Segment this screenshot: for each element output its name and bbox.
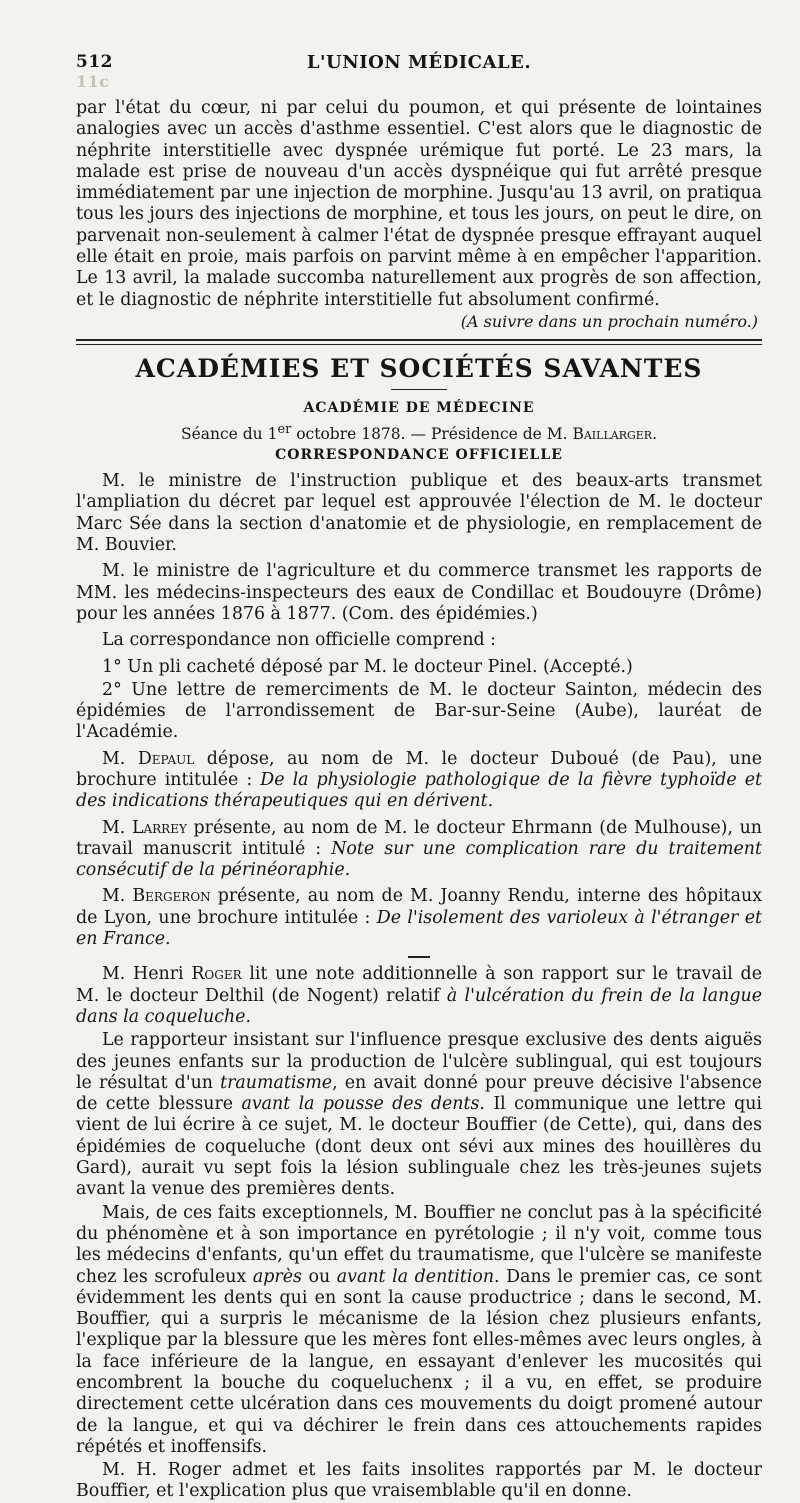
paragraph-rapporteur xyxy=(76,1030,762,1200)
section-title: ACADÉMIES ET SOCIÉTÉS SAVANTES xyxy=(135,353,703,383)
p11-c: ou xyxy=(301,1266,337,1287)
session-suffix: octobre 1878. — Présidence de M. xyxy=(291,425,573,444)
session-president: Baillarger xyxy=(572,425,653,444)
p6-name: Depaul xyxy=(137,748,195,769)
paragraph-thanks-letter: 2° Une lettre de remerciments de M. le docteur Sainton, médecin des épidémies de l'arrondissement de Bar-sur-Seine (Aube), lauréat de l'Académie. xyxy=(76,679,762,743)
p8-text: présente, au nom de M. Joanny Rendu, interne des hôpitaux de Lyon, une brochure intitulée : xyxy=(76,886,762,928)
journal-page xyxy=(76,48,762,1503)
title-underline xyxy=(391,389,447,390)
p10-a: Le rapporteur insistant sur l'influence presque exclusive des dents aiguës des jeunes enfants sur la production de l'ulcère sublingual, qui est toujours le résultat d'un xyxy=(76,1030,762,1093)
p6-text: dépose, au nom de M. le docteur Duboué (de Pau), une brochure intitulée : xyxy=(76,748,762,790)
paragraph-sealed-letter: 1° Un pli cacheté déposé par M. le docteur Pinel. (Accepté.) xyxy=(102,656,633,677)
p10-b: traumatisme xyxy=(220,1072,333,1093)
p7-text: présente, au nom de M. le docteur Ehrmann (de Mulhouse), un travail manuscrit intitulé : xyxy=(76,817,762,859)
p11-e: Dans le premier cas, ce sont évidemment les dents qui en sont la cause productrice ; dans le second, M. Bouffier, qui a surpris le mécanisme de la lésion chez plusieurs enfants, l'explique par la blessure que les mères font elles-mêmes avec leurs ongles, à la face inférieure de la langue, en essayant d'enlever les mucosités qui encombrent la bouche du coqueluchenx ; il a vu, en effet, se produire directement cette ulcération dans ces mouvements du doigt promené autour de la langue, et qui va déchirer le frein dans ces attouchements rapides répétés et inoffensifs. xyxy=(76,1266,763,1457)
p9-name: Roger xyxy=(191,964,242,985)
p9-title: à l'ulcération du frein de la langue dans la coqueluche. xyxy=(76,985,762,1027)
p8-pre: M. xyxy=(102,886,133,907)
p7-title: Note sur une complication rare du traitement consécutif de la périnéoraphie. xyxy=(76,838,762,881)
session-end: . xyxy=(652,425,658,444)
paragraph-bergeron xyxy=(76,886,762,950)
p7-name: Larrey xyxy=(131,817,187,838)
p11-a: Mais, de ces faits exceptionnels, M. Bouffier ne conclut pas à la spécificité du phénomène et à son importance en pyrétologie ; il n'y voit, comme tous les médecins d'enfants, qu'un effet du traumatisme, que l'ulcère se manifeste chez les scrofuleux xyxy=(76,1202,762,1287)
journal-title: L'UNION MÉDICALE. xyxy=(306,52,532,73)
paragraph-roger xyxy=(76,964,762,1028)
p10-d: avant la pousse des dents. xyxy=(241,1094,485,1115)
section-divider xyxy=(76,339,762,345)
paragraph-depaul xyxy=(76,749,762,813)
correspondence-header: CORRESPONDANCE OFFICIELLE xyxy=(275,447,563,464)
page-number: 512 xyxy=(76,52,113,72)
to-be-continued-note: (A suivre dans un prochain numéro.) xyxy=(460,311,758,331)
p9-text: lit une note additionnelle à son rapport sur le travail de M. le docteur Delthil (de Nogent) relatif xyxy=(76,964,762,1006)
p8-name: Bergeron xyxy=(132,886,211,907)
academy-name: ACADÉMIE DE MÉDECINE xyxy=(303,399,535,416)
paragraph-agriculture: M. le ministre de l'agriculture et du commerce transmet les rapports de MM. les médecins-inspecteurs des eaux de Condillac et Boudouyre (Drôme) pour les années 1876 à 1877. (Com. des épidémies.) xyxy=(76,561,762,624)
p6-title: De la physiologie pathologique de la fièvre typhoïde et des indications thérapeutiques qui en dérivent. xyxy=(76,769,762,812)
paragraph-conclusion: M. H. Roger admet et les faits insolites rapportés par M. le docteur Bouffier, et l'explication plus que vraisemblable qu'il en donne. xyxy=(76,1460,762,1502)
session-line xyxy=(76,422,762,443)
p9-pre: M. Henri xyxy=(102,964,192,985)
p10-e: Il communique une lettre qui vient de lui écrire à ce sujet, M. le docteur Bouffier (de Cette), qui, dans des épidémies de coqueluche (dont deux ont sévi aux mines des houillères du Gard), aurait vu sept fois la lésion sublinguale chez les très-jeunes sujets avant la venue des premières dents. xyxy=(76,1094,762,1200)
session-sup: er xyxy=(277,421,292,437)
paragraph-decree: M. le ministre de l'instruction publique et des beaux-arts transmet l'ampliation du décret par lequel est approuvée l'élection de M. le docteur Marc Sée dans la section d'anatomie et de physiologie, en remplacement de M. Bouvier. xyxy=(76,471,762,556)
p11-d: avant la dentition. xyxy=(336,1266,500,1287)
paragraph-correspondence: La correspondance non officielle comprend : xyxy=(102,630,497,651)
bleed-through-page-number: 11c xyxy=(76,72,110,91)
paragraph-bouffier xyxy=(76,1203,762,1459)
p10-c: , en avait donné pour preuve décisive l'absence de cette blessure xyxy=(76,1072,763,1115)
separator-dash xyxy=(408,956,430,958)
p6-pre: M. xyxy=(102,748,138,769)
p11-b: après xyxy=(252,1266,302,1287)
p7-pre: M. xyxy=(102,817,132,838)
session-prefix: Séance du 1 xyxy=(180,425,278,444)
running-head xyxy=(76,48,762,91)
intro-paragraph: par l'état du cœur, ni par celui du poumon, et qui présente de lointaines analogies avec un accès d'asthme essentiel. C'est alors que le diagnostic de néphrite interstitielle avec dyspnée urémique fut porté. Le 23 mars, la malade est prise de nouveau d'un accès dyspnéique qui fut arrêté presque immédiatement par une injection de morphine. Jusqu'au 13 avril, on pratiqua tous les jours des injections de morphine, et tous les jours, on peut le dire, on parvenait non-seulement à calmer l'état de dyspnée presque effrayant auquel elle était en proie, mais parfois on parvint même à en empêcher l'apparition. Le 13 avril, la malade succomba naturellement aux progrès de son affection, et le diagnostic de néphrite interstitielle fut absolument confirmé. xyxy=(76,98,762,310)
paragraph-larrey xyxy=(76,818,762,882)
p8-title: De l'isolement des varioleux à l'étranger et en France. xyxy=(76,907,763,950)
